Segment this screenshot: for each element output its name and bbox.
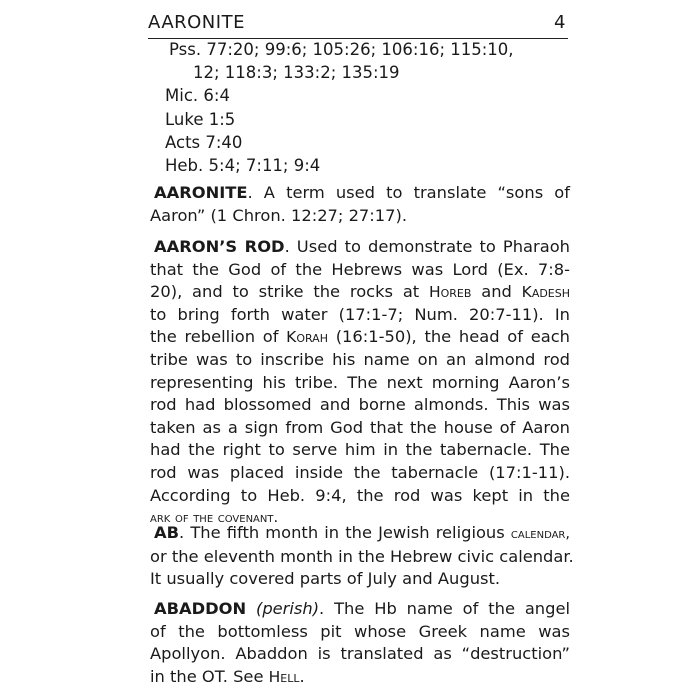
cross-reference: Kadesh — [521, 283, 571, 302]
scripture-references — [165, 38, 575, 177]
reference-line: Acts 7:40 — [165, 132, 243, 152]
entry-aaronite — [150, 182, 570, 227]
entry-line: of the bottomless pit whose Greek name was — [150, 621, 570, 641]
entry-line: or the eleventh month in the Hebrew civic calendar. — [150, 546, 574, 566]
entry-line — [150, 598, 570, 621]
cross-reference: Hell — [268, 667, 300, 686]
entry-line — [150, 281, 570, 304]
running-head: AARONITE — [148, 12, 245, 33]
entry-line: had the right to serve him in the tabernacle. The — [150, 440, 570, 460]
entry-line: to bring forth water (17:1-7; Num. 20:7-11). In — [150, 304, 570, 324]
page-number: 4 — [554, 12, 566, 33]
cross-reference: ark of the covenant. — [150, 510, 279, 527]
entry-abaddon — [150, 598, 570, 688]
entry-line — [150, 326, 570, 349]
entry-text: (16:1-50), the head of each — [327, 327, 570, 347]
entry-line — [150, 666, 570, 689]
headword: ABADDON — [154, 599, 247, 618]
entry-line: that the God of the Hebrews was Lord (Ex. 7:8- — [150, 259, 570, 279]
entry-text: the rebellion of — [150, 327, 287, 347]
entry-text: . A term used to translate “sons of — [247, 183, 570, 202]
entry-line: rod was placed inside the tabernacle (17:1-11). — [150, 462, 570, 482]
headword: AB — [154, 523, 180, 542]
reference-line: Heb. 5:4; 7:11; 9:4 — [165, 156, 321, 176]
entry-line: Aaron” (1 Chron. 12:27; 27:17). — [150, 205, 408, 225]
cross-reference: Horeb — [429, 283, 472, 302]
entry-text: and — [471, 282, 522, 302]
cross-reference: calendar, — [510, 526, 570, 542]
entry-line: Apollyon. Abaddon is translated as “destruction” — [150, 644, 570, 664]
page-header — [148, 10, 568, 39]
gloss: (perish) — [255, 599, 320, 618]
entry-text: . The fifth month in the Jewish religious — [179, 523, 511, 542]
reference-line: Mic. 6:4 — [165, 86, 230, 106]
cross-reference: Korah — [286, 328, 328, 347]
entry-line — [150, 182, 570, 205]
headword: AARON’S ROD — [154, 237, 285, 256]
entry-line: tribe was to inscribe his name on an almond rod — [150, 349, 570, 369]
entry-text: 20), and to strike the rocks at — [150, 282, 429, 302]
reference-line: Pss. 77:20; 99:6; 105:26; 106:16; 115:10, — [169, 40, 514, 59]
entry-line — [150, 522, 570, 546]
entry-line: It usually covered parts of July and August. — [150, 569, 501, 589]
entry-line: representing his tribe. The next morning Aaron’s — [150, 372, 570, 392]
entry-ab — [150, 522, 574, 591]
entry-aarons-rod — [150, 236, 570, 530]
headword: AARONITE — [154, 183, 248, 202]
entry-text: in the OT. See — [150, 666, 269, 686]
reference-line: 12; 118:3; 133:2; 135:19 — [193, 63, 400, 83]
entry-text: . The Hb name of the angel — [319, 599, 570, 618]
entry-line: rod had blossomed and borne almonds. This was — [150, 395, 570, 415]
entry-line: taken as a sign from God that the house of Aaron — [150, 417, 570, 437]
entry-text: . — [299, 666, 305, 686]
reference-line: Luke 1:5 — [165, 109, 236, 129]
entry-text: . Used to demonstrate to Pharaoh — [284, 237, 570, 256]
entry-line — [150, 236, 570, 259]
entry-line: According to Heb. 9:4, the rod was kept in the — [150, 485, 570, 505]
